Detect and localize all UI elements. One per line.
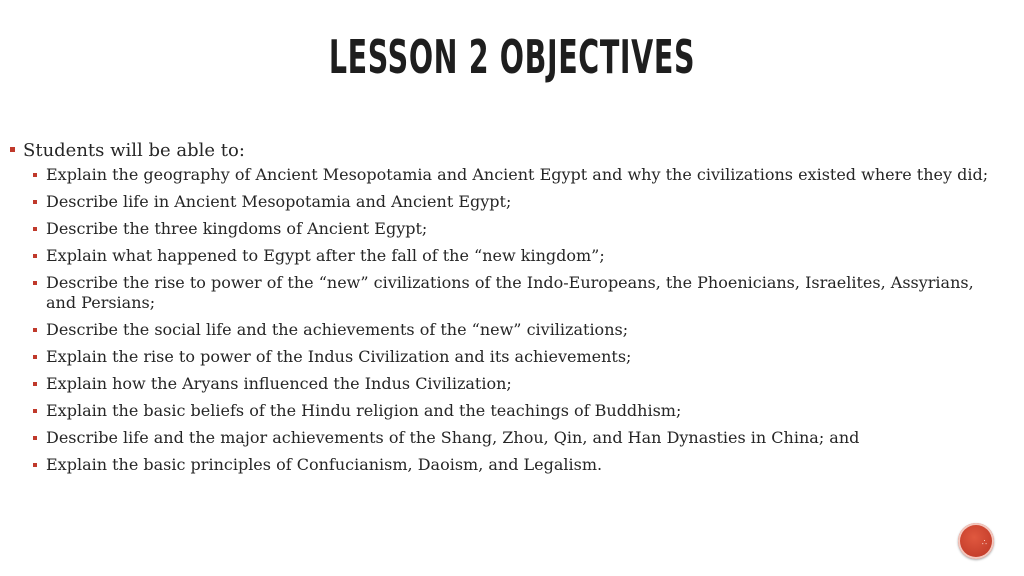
- square-bullet-icon: [33, 463, 37, 467]
- square-bullet-icon: [33, 200, 37, 204]
- square-bullet-icon: [33, 409, 37, 413]
- red-circle-logo-icon: [958, 523, 994, 559]
- square-bullet-icon: [33, 436, 37, 440]
- objective-text: Explain the geography of Ancient Mesopotamia and Ancient Egypt and why the civilizations existed where they did;: [46, 165, 989, 184]
- objective-text: Explain what happened to Egypt after the fall of the “new kingdom”;: [46, 246, 605, 265]
- list-item: [8, 347, 998, 367]
- list-item: [8, 428, 998, 448]
- list-item: [8, 320, 998, 340]
- list-item: [8, 401, 998, 421]
- slide-title: LESSON 2 OBJECTIVES: [328, 30, 696, 84]
- list-item: [8, 165, 998, 185]
- list-item: [8, 455, 998, 475]
- intro-bullet: [8, 138, 998, 163]
- objective-text: Explain how the Aryans influenced the Indus Civilization;: [46, 374, 512, 393]
- list-item: [8, 374, 998, 394]
- list-item: [8, 219, 998, 239]
- objective-text: Describe life and the major achievements of the Shang, Zhou, Qin, and Han Dynasties in China; and: [46, 428, 860, 447]
- logo-dots-icon: ∴: [981, 538, 987, 547]
- objective-text: Explain the basic beliefs of the Hindu religion and the teachings of Buddhism;: [46, 401, 682, 420]
- square-bullet-icon: [10, 147, 15, 152]
- objective-text: Explain the rise to power of the Indus Civilization and its achievements;: [46, 347, 632, 366]
- square-bullet-icon: [33, 355, 37, 359]
- square-bullet-icon: [33, 173, 37, 177]
- list-item: [8, 273, 998, 313]
- objectives-list: [8, 165, 998, 475]
- objectives-content: [8, 138, 998, 482]
- square-bullet-icon: [33, 382, 37, 386]
- square-bullet-icon: [33, 281, 37, 285]
- objective-text: Describe the three kingdoms of Ancient Egypt;: [46, 219, 428, 238]
- list-item: [8, 246, 998, 266]
- objective-text: Describe life in Ancient Mesopotamia and Ancient Egypt;: [46, 192, 512, 211]
- objective-text: Explain the basic principles of Confucianism, Daoism, and Legalism.: [46, 455, 603, 474]
- intro-text: Students will be able to:: [23, 140, 245, 161]
- list-item: [8, 192, 998, 212]
- square-bullet-icon: [33, 328, 37, 332]
- objective-text: Describe the social life and the achievements of the “new” civilizations;: [46, 320, 629, 339]
- objective-text: Describe the rise to power of the “new” civilizations of the Indo-Europeans, the Phoenicians, Israelites, Assyrians, and Persians;: [46, 273, 974, 312]
- square-bullet-icon: [33, 227, 37, 231]
- square-bullet-icon: [33, 254, 37, 258]
